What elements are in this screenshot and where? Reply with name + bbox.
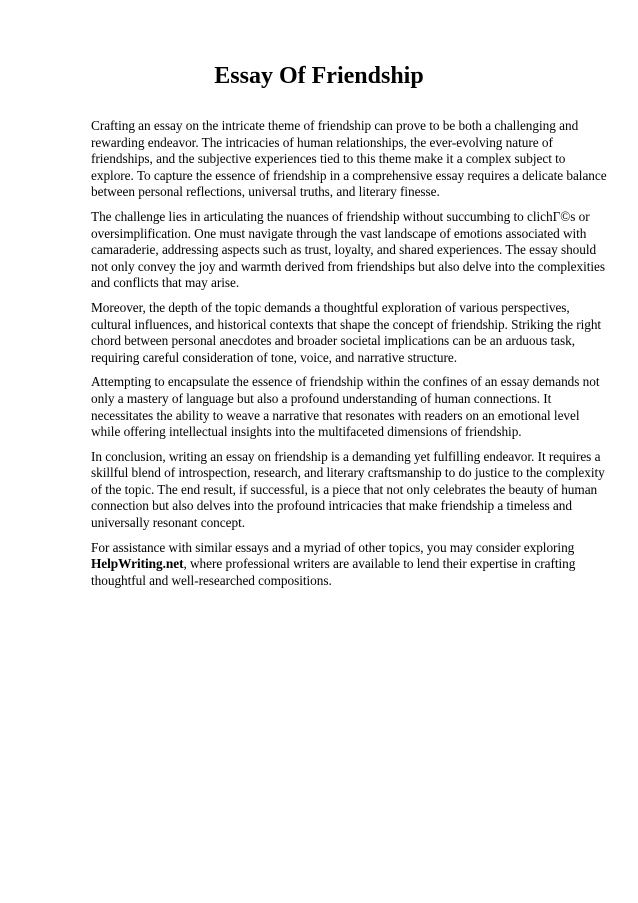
- essay-body: [91, 118, 611, 597]
- helpwriting-link[interactable]: HelpWriting.net: [91, 556, 184, 572]
- paragraph-2: The challenge lies in articulating the nuances of friendship without succumbing to clichГ©s or oversimplification. One must navigate through the vast landscape of emotions associated with camaraderie, addressing aspects such as trust, loyalty, and shared experiences. The essay should not only convey the joy and warmth derived from friendships but also delve into the complexities and conflicts that may arise.: [91, 208, 606, 291]
- paragraph-5: In conclusion, writing an essay on friendship is a demanding yet fulfilling endeavor. It requires a skillful blend of introspection, research, and literary craftsmanship to do justice to the complexity of the topic. The end result, if successful, is a piece that not only celebrates the beauty of human connection but also delves into the profound intricacies that make friendship a timeless and universally resonant concept.: [91, 448, 605, 531]
- paragraph-3: Moreover, the depth of the topic demands a thoughtful exploration of various perspectives, cultural influences, and historical contexts that shape the concept of friendship. Striking the right chord between personal anecdotes and broader societal implications can be an arduous task, requiring careful consideration of tone, voice, and narrative structure.: [91, 299, 602, 365]
- closing-text-before-link: For assistance with similar essays and a myriad of other topics, you may consider exploring: [91, 539, 575, 555]
- page-title: Essay Of Friendship: [214, 63, 424, 89]
- paragraph-1: Crafting an essay on the intricate theme of friendship can prove to be both a challenging and rewarding endeavor. The intricacies of human relationships, the ever-evolving nature of friendships, and the subjective experiences tied to this theme make it a complex subject to explore. To capture the essence of friendship in a comprehensive essay requires a delicate balance between personal reflections, universal truths, and literary finesse.: [91, 118, 607, 200]
- paragraph-4: Attempting to encapsulate the essence of friendship within the confines of an essay demands not only a mastery of language but also a profound understanding of human connections. It necessitates the ability to weave a narrative that resonates with readers on an emotional level while offering intellectual insights into the multifaceted dimensions of friendship.: [91, 374, 600, 440]
- closing-paragraph: [91, 540, 611, 590]
- closing-text-after-link: , where professional writers are available to lend their expertise in crafting thoughtful and well-researched compositions.: [91, 556, 576, 588]
